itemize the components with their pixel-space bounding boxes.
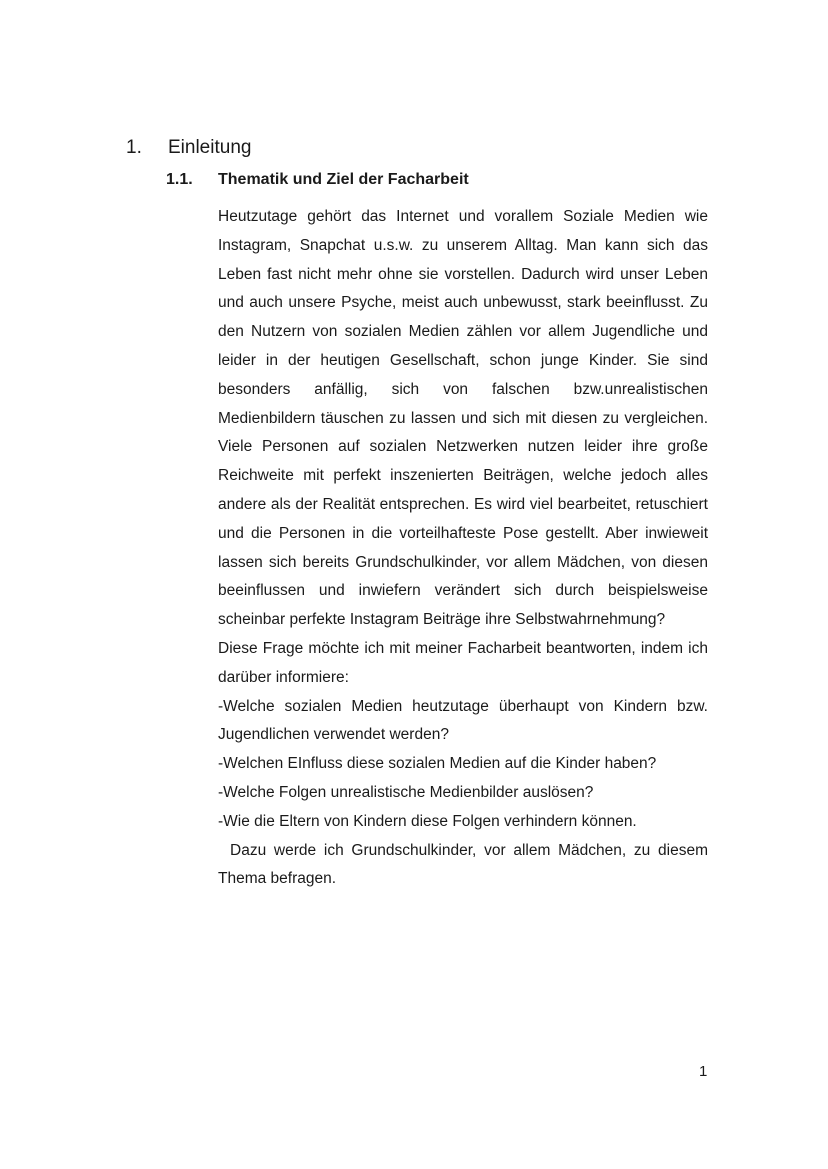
question-item: -Welche sozialen Medien heutzutage überhaupt von Kindern bzw. Jugendlichen verwendet werden?	[218, 697, 708, 744]
question-item: -Welche Folgen unrealistische Medienbilder auslösen?	[218, 783, 594, 801]
section-title: Thematik und Ziel der Facharbeit	[218, 171, 469, 188]
question-item: -Wie die Eltern von Kindern diese Folgen verhindern können.	[218, 812, 637, 830]
page-number: 1	[699, 1063, 708, 1080]
closing-paragraph: Dazu werde ich Grundschulkinder, vor allem Mädchen, zu diesem Thema befragen.	[218, 841, 708, 888]
question-item: -Welchen EInfluss diese sozialen Medien auf die Kinder haben?	[218, 755, 657, 773]
intro-paragraph: Heutzutage gehört das Internet und vorallem Soziale Medien wie Instagram, Snapchat u.s.w. zu unserem Alltag. Man kann sich das Leben fast nicht mehr ohne sie vorstellen. Dadurch wird unser Leben und auch unsere Psyche, meist auch unbewusst, stark beeinflusst. Zu den Nutzern von sozialen Medien zählen vor allem Jugendliche und leider in der heutigen Gesellschaft, schon junge Kinder. Sie sind besonders anfällig, sich von falschen bzw.unrealistischen Medienbildern täuschen zu lassen und sich mit diesen zu vergleichen. Viele Personen auf sozialen Netzwerken nutzen leider ihre große Reichweite mit perfekt inszenierten Beiträgen, welche jedoch alles andere als der Realität entsprechen. Es wird viel bearbeitet, retuschiert und die Personen in die vorteilhafteste Pose gestellt. Aber inwieweit lassen sich bereits Grundschulkinder, vor allem Mädchen, von diesen beeinflussen und inwiefern verändert sich durch beispielsweise scheinbar perfekte Instagram Beiträge ihre Selbstwahrnehmung?	[218, 208, 708, 629]
section-number: 1.1.	[166, 171, 193, 188]
section-body	[218, 203, 708, 894]
question-intro: Diese Frage möchte ich mit meiner Facharbeit beantworten, indem ich darüber informiere:	[218, 639, 708, 686]
chapter-number: 1.	[126, 137, 142, 158]
chapter-title: Einleitung	[168, 137, 252, 158]
